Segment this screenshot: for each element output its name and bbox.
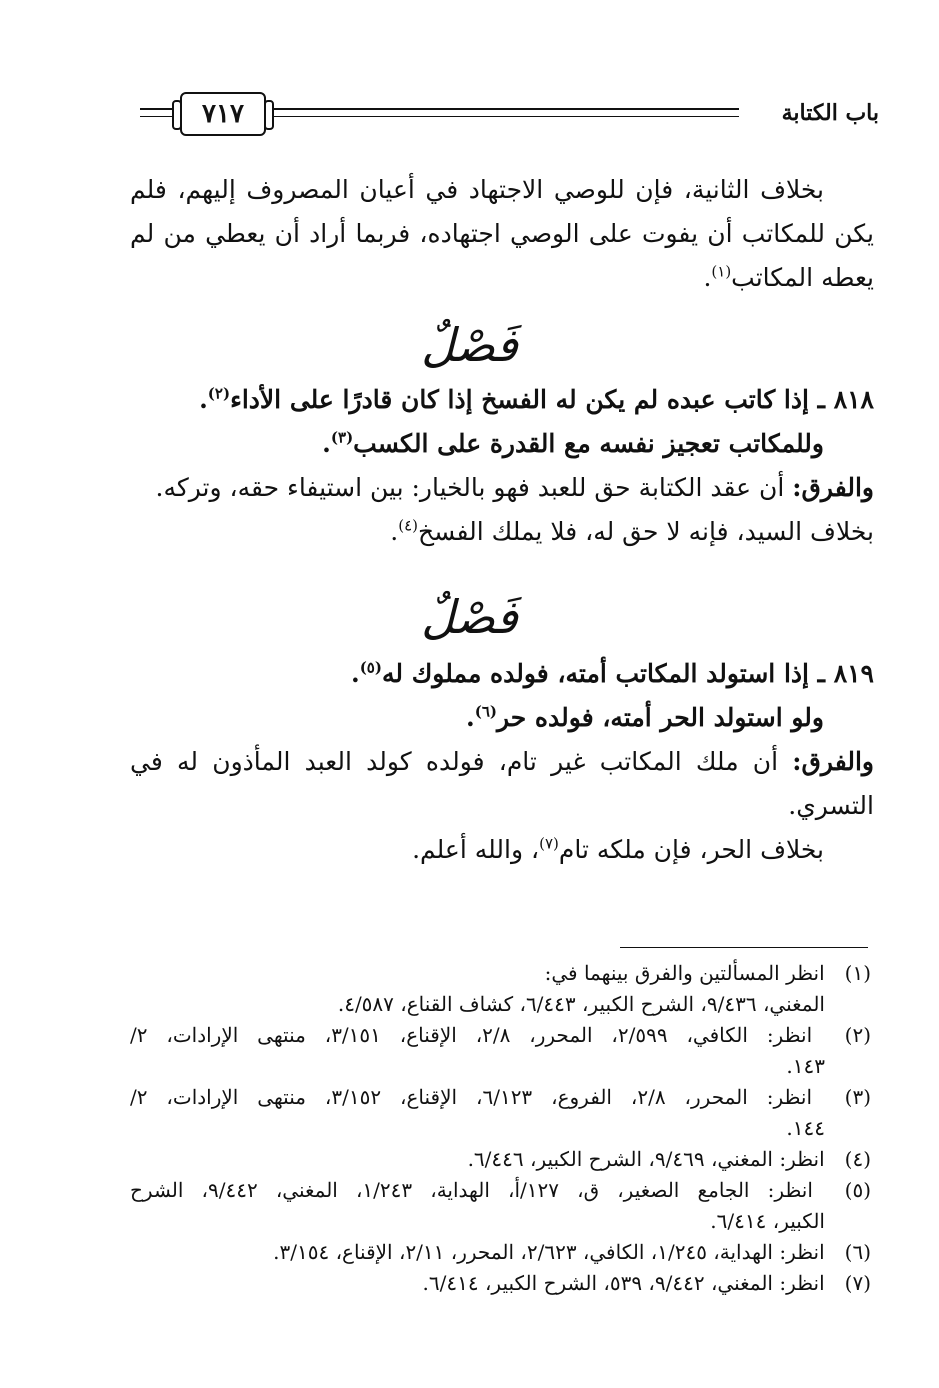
footnote-text: انظر: الهداية، ١/٢٤٥، الكافي، ٢/٦٢٣، المحرر، ٢/١١، الإقناع، ٣/١٥٤. [273,1240,825,1264]
footnote-7 [130,1268,871,1299]
footnotes [130,958,871,1299]
text-line [130,466,874,510]
section-heading: فَصْلٌ [421,318,518,372]
issue-statement: ٨١٨ ـ إذا كاتب عبده لم يكن له الفسخ إذا كان قادرًا على الأداء [230,385,874,414]
running-title: باب الكتابة [781,100,879,126]
page-number: ٧١٧ [202,99,244,129]
footnote-text: انظر: الكافي، ٢/٥٩٩، المحرر، ٢/٨، الإقناع، ٣/١٥١، منتهى الإرادات، ٢/ [130,1023,813,1047]
footnote-1-cont: المغني، ٩/٤٣٦، الشرح الكبير، ٦/٤٤٣، كشاف القناع، ٤/٥٨٧. [337,992,825,1016]
text-line [130,740,874,784]
footnote-number: (٤) [844,1147,871,1171]
footnote-2 [130,1020,871,1051]
text-line [130,828,874,872]
paragraph-1 [130,168,874,300]
header-rule-left-top [140,108,172,110]
header-rule-right-bottom [272,116,739,117]
footnote-marker: (٤) [398,516,419,535]
difference-text: أن ملك المكاتب غير تام، فولده كولد العبد المأذون له في [130,747,793,776]
footnote-marker: (٥) [359,658,382,677]
text-line: بخلاف السيد، فإنه لا حق له، فلا يملك الفسخ$^{(٤)}$. [390,516,874,546]
section-heading: فَصْلٌ [421,590,518,644]
issue-counterpart: ولو استولد الحر أمته، فولده حر [496,703,824,732]
footnote-3 [130,1082,871,1113]
text-line [130,256,874,300]
footnote-separator [620,947,868,948]
footnote-text: انظر المسألتين والفرق بينهما في: [544,961,825,985]
text-span: يعطه المكاتب [731,263,874,292]
page-number-frame [180,92,266,136]
footnote-number: (٢) [844,1023,871,1047]
text-line: بخلاف الثانية، فإن للوصي الاجتهاد في أعيان المصروف إليهم، فلم [130,175,824,204]
footnote-text: انظر: المغني، ٩/٤٦٩، الشرح الكبير، ٦/٤٤٦. [467,1147,825,1171]
header-rule-left-bottom [140,116,172,117]
difference-text: أن عقد الكتابة حق للعبد فهو بالخيار: بين استيفاء حقه، وتركه. [155,473,793,502]
text-span: بخلاف السيد، فإنه لا حق له، فلا يملك الفسخ [418,517,874,546]
footnote-number: (٦) [844,1240,871,1264]
footnote-5-cont: الكبير، ٦/٤١٤. [710,1209,825,1233]
issue-counterpart: وللمكاتب تعجيز نفسه مع القدرة على الكسب [353,429,824,458]
footnote-number: (٧) [844,1271,871,1295]
text-span: ، والله أعلم. [412,835,540,864]
difference-label: والفرق: [792,473,874,502]
text-line: ٨١٩ ـ إذا استولد المكاتب أمته، فولده مملوك له$^{(٥)}$. [350,658,874,688]
footnote-number: (٥) [844,1178,872,1202]
footnote-marker: (٦) [474,702,497,721]
header-rule-right-top [272,108,739,110]
difference-label: والفرق: [792,747,874,776]
issue-818 [130,378,874,554]
text-line: يكن للمكاتب أن يفوت على الوصي اجتهاده، فربما أراد أن يعطي من لم [130,219,874,248]
text-line: ولو استولد الحر أمته، فولده حر$^{(٦)}$. [465,702,824,732]
footnote-1 [130,958,871,989]
text-line: وللمكاتب تعجيز نفسه مع القدرة على الكسب$^{(٣)}$. [322,428,824,458]
footnote-2-cont: ١٤٣. [786,1054,825,1078]
text-span: . [703,263,712,292]
footnote-marker: (٣) [330,428,354,447]
text-line: ٨١٨ ـ إذا كاتب عبده لم يكن له الفسخ إذا كان قادرًا على الأداء$^{(٢)}$. [199,384,874,414]
issue-819 [130,652,874,872]
footnote-6 [130,1237,871,1268]
page-header [140,88,879,144]
footnote-5 [130,1175,871,1206]
footnote-text: انظر: المحرر، ٢/٨، الفروع، ٦/١٢٣، الإقناع، ٣/١٥٢، منتهى الإرادات، ٢/ [130,1085,813,1109]
footnote-number: (٣) [844,1085,871,1109]
text-line: التسري. [788,791,874,820]
issue-statement: ٨١٩ ـ إذا استولد المكاتب أمته، فولده مملوك له [381,659,874,688]
footnote-marker: (٢) [207,384,231,403]
footnote-4 [130,1144,871,1175]
footnote-number: (١) [844,961,871,985]
footnote-3-cont: ١٤٤. [786,1116,825,1140]
footnote-text: انظر: المغني، ٩/٤٤٢، ٥٣٩، الشرح الكبير، ٦/٤١٤. [422,1271,825,1295]
footnote-text: انظر: الجامع الصغير، ق، ١٢٧/أ، الهداية، ١/٢٤٣، المغني، ٩/٤٤٢، الشرح [130,1178,813,1202]
footnote-marker: (١) [711,262,732,281]
footnote-marker: (٧) [539,834,559,853]
text-span: بخلاف الحر، فإن ملكه تام [558,835,824,864]
